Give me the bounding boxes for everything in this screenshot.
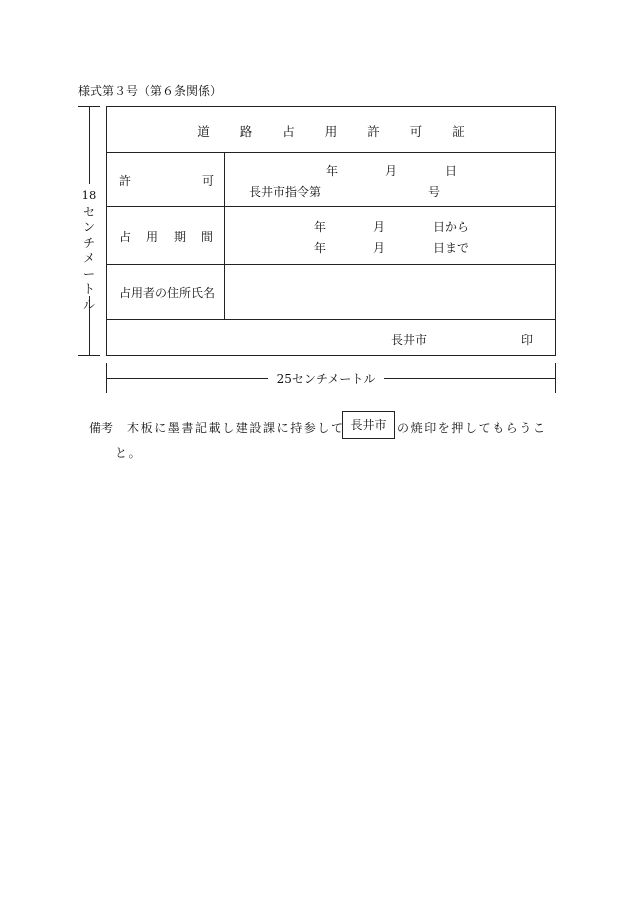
- vertical-dimension-char: ル: [82, 297, 95, 312]
- note-boxed-city-name: 長井市: [342, 411, 395, 439]
- vertical-dimension-line-lower: [89, 296, 90, 355]
- vertical-dimension-char: セ: [82, 204, 95, 219]
- permit-month-label: 月: [385, 164, 398, 178]
- period-label-char: 用: [146, 230, 159, 244]
- period-to-day: 日まで: [433, 241, 470, 255]
- issuer-city: 長井市: [391, 333, 428, 347]
- road-occupancy-permit-table: [106, 106, 556, 356]
- period-to-month: 月: [373, 241, 386, 255]
- vertical-dimension-char: ー: [82, 266, 95, 281]
- issuer-row: [107, 320, 555, 357]
- horizontal-dimension-right-tick: [555, 363, 556, 393]
- form-number-heading: 様式第３号（第６条関係）: [78, 84, 223, 98]
- title-char: 可: [409, 124, 423, 139]
- permit-label-left: 許: [119, 174, 132, 188]
- title-char: 許: [367, 124, 380, 139]
- title-char: 道: [197, 124, 210, 139]
- horizontal-dimension-line-right: [384, 378, 556, 379]
- note-text-after-box: の焼印を押してもらうこ: [397, 421, 547, 435]
- vertical-dimension-line-upper: [89, 106, 90, 184]
- note-text-continuation: と。: [115, 446, 143, 460]
- occupant-label: 占用者の住所氏名: [119, 286, 216, 300]
- permit-label-right: 可: [202, 174, 215, 188]
- issuer-seal-mark: 印: [521, 333, 534, 347]
- permit-content-cell: [225, 153, 555, 206]
- period-label-char: 間: [201, 230, 214, 244]
- title-char: 証: [452, 124, 465, 139]
- occupant-row: [107, 265, 555, 320]
- permit-row: [107, 153, 555, 207]
- occupant-label-cell: [107, 265, 225, 319]
- permit-directive-label: 長井市指令第: [249, 185, 322, 199]
- horizontal-dimension-label: 25センチメートル: [268, 370, 384, 387]
- permit-year-label: 年: [326, 164, 339, 178]
- title-char: 路: [239, 124, 253, 139]
- period-from-month: 月: [373, 220, 386, 234]
- permit-title-row: [107, 107, 555, 153]
- period-label-cell: [107, 207, 225, 264]
- title-char: 占: [282, 124, 295, 139]
- permit-label-cell: [107, 153, 225, 206]
- period-to-year: 年: [314, 241, 327, 255]
- period-from-year: 年: [314, 220, 327, 234]
- note-label: 備考: [89, 421, 114, 435]
- period-label-char: 期: [174, 230, 187, 244]
- period-label-char: 占: [119, 230, 132, 244]
- vertical-dimension-bottom-tick: [78, 355, 100, 356]
- title-char: 用: [324, 124, 338, 139]
- horizontal-dimension-line-left: [106, 378, 268, 379]
- vertical-dimension-char: ト: [82, 282, 95, 296]
- period-from-day: 日から: [433, 220, 470, 234]
- permit-day-label: 日: [445, 164, 458, 178]
- note-text-before-box: 木板に墨書記載し建設課に持参して: [127, 421, 345, 435]
- permit-number-suffix: 号: [428, 185, 441, 199]
- occupant-value-cell: [225, 265, 555, 319]
- occupancy-period-row: [107, 207, 555, 265]
- vertical-dimension-number: 18: [81, 188, 97, 202]
- vertical-dimension-label: [81, 188, 97, 313]
- vertical-dimension-char: チ: [82, 235, 95, 250]
- vertical-dimension-char: ン: [82, 220, 95, 234]
- period-content-cell: [225, 207, 555, 264]
- permit-title: [107, 122, 555, 140]
- vertical-dimension-char: メ: [82, 251, 95, 265]
